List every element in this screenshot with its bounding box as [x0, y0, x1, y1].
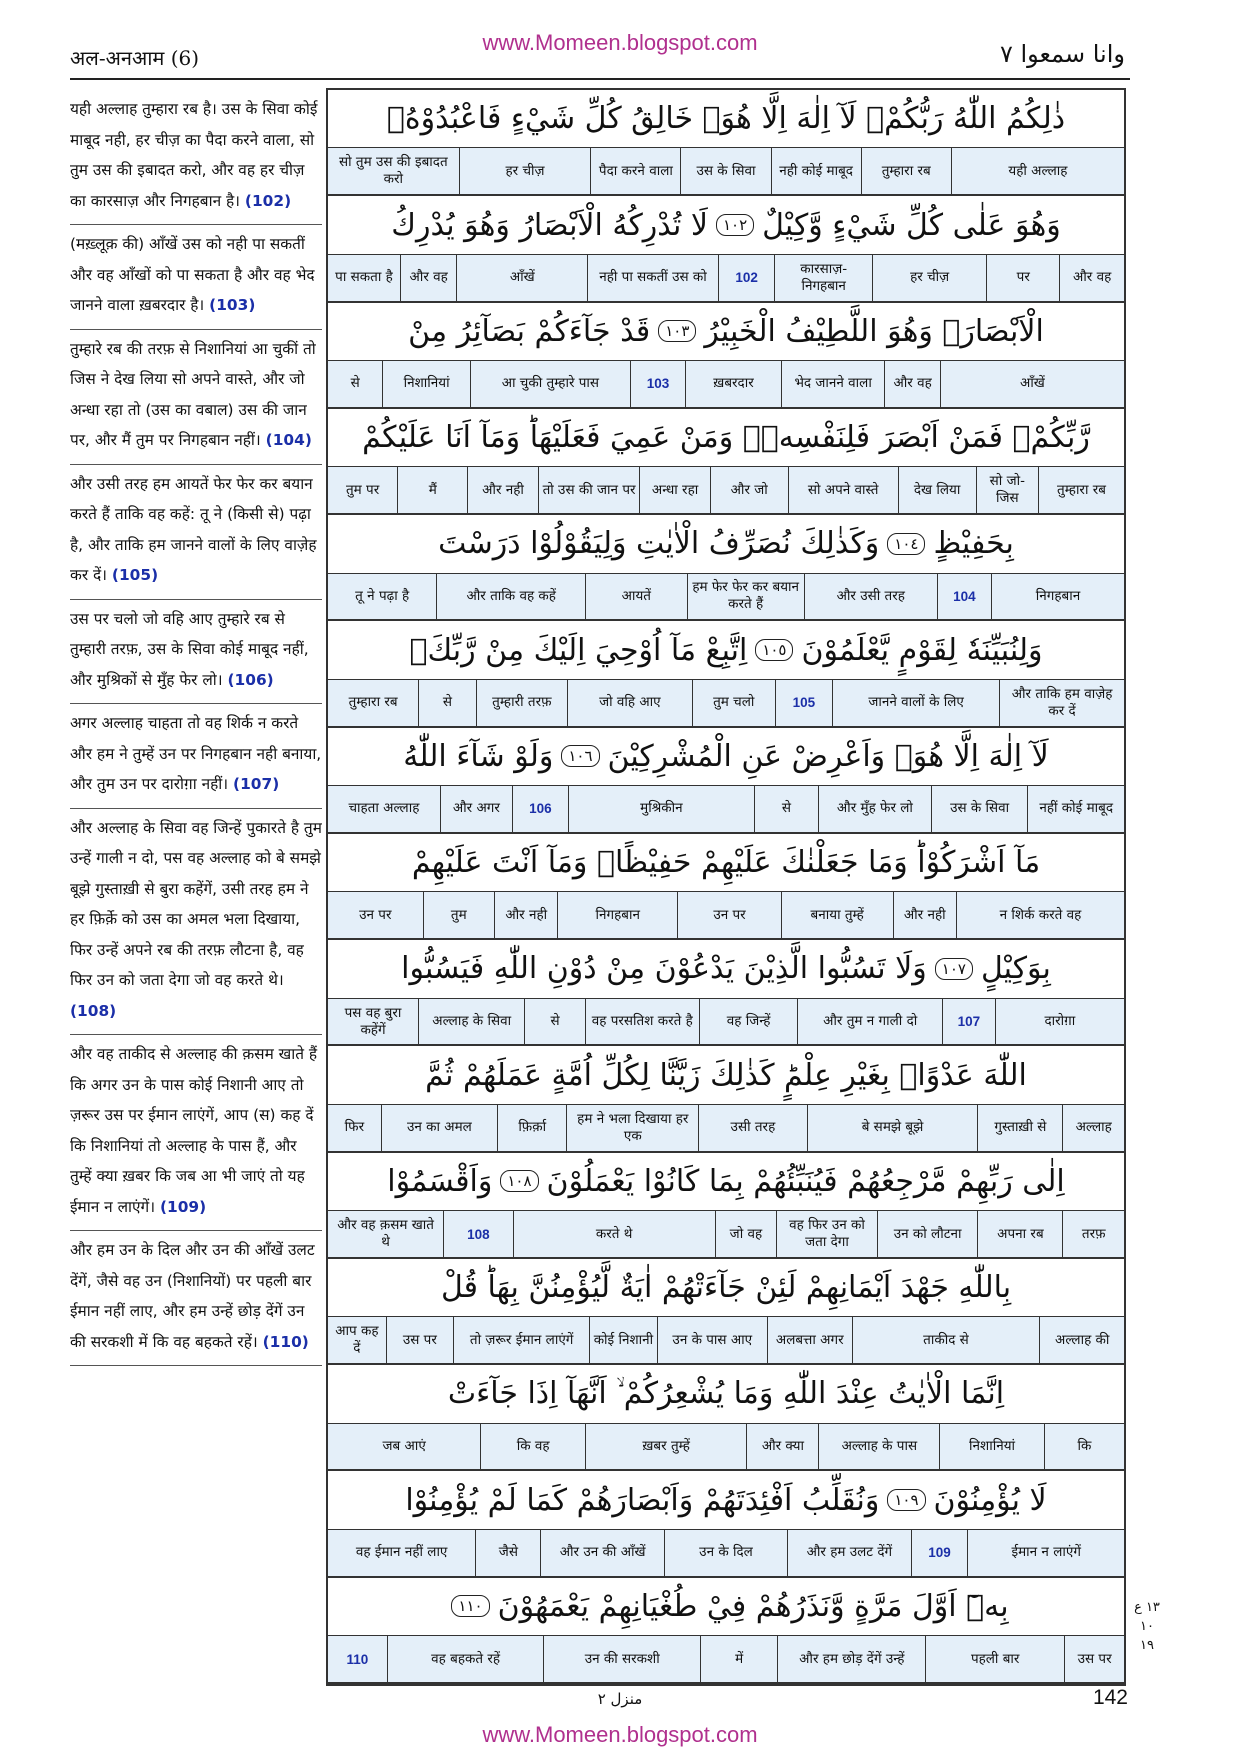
ayah-marker: ١٠٦	[561, 745, 599, 767]
translation-paragraph	[70, 90, 322, 225]
gloss-cell: तुम पर	[345, 481, 380, 498]
gloss-cell: आँखें	[456, 255, 587, 301]
hindi-gloss-row	[328, 892, 1124, 940]
surah-title: अल-अनआम (6)	[70, 46, 200, 70]
verse-number: (102)	[244, 191, 292, 210]
arabic-verse-row	[328, 409, 1124, 467]
gloss-cell: और क्या	[746, 1424, 818, 1470]
gloss-cell: अन्धा रहा	[639, 467, 709, 513]
manzil-label: منزل ٢	[597, 1690, 643, 1708]
ruku-marker: ١٣ ع ١٠ ١٩	[1134, 1600, 1160, 1653]
arabic-text: الْاَبْصَارَۚ وَهُوَ اللَّطِيْفُ الْخَبِيْرُ	[704, 313, 1044, 349]
gloss-cell: निशानियां	[939, 1424, 1044, 1470]
arabic-text: وَهُوَ عَلٰى كُلِّ شَيْءٍ وَّكِيْلٌ	[762, 207, 1061, 243]
verse-number: (105)	[111, 566, 159, 584]
gloss-cell: जो वह	[715, 1211, 777, 1257]
gloss-cell: तू ने पढ़ा है	[355, 587, 410, 604]
gloss-cell: और तुम न गाली दो	[797, 999, 942, 1045]
gloss-cell: सो तुम उस की इबादत करो	[339, 154, 448, 188]
verse-number: (108)	[70, 1001, 117, 1020]
ayah-marker: ١٠٤	[887, 533, 925, 555]
arabic-text: بِهٖٓ اَوَّلَ مَرَّةٍ وَّنَذَرُهُمْ فِيْ طُغْيَانِهِمْ يَعْمَهُوْنَ	[497, 1588, 1009, 1624]
gloss-cell: वह बहकते रहें	[387, 1636, 544, 1682]
gloss-cell: और उन की आँखें	[540, 1530, 663, 1576]
verse-number: (107)	[233, 775, 280, 793]
hindi-gloss-row	[328, 255, 1124, 303]
gloss-cell: उन को लौटना	[877, 1211, 978, 1257]
arabic-text: وَنُقَلِّبُ اَفْئِدَتَهُمْ وَاَبْصَارَهُمْ كَمَا لَمْ يُؤْمِنُوْا	[405, 1482, 880, 1518]
gloss-cell: जैसे	[475, 1530, 540, 1576]
hindi-gloss-row	[328, 467, 1124, 515]
gloss-cell: उस पर	[1064, 1636, 1124, 1682]
gloss-cell: और हम छोड़ देंगें उन्हें	[777, 1636, 925, 1682]
arabic-text: ذٰلِكُمُ اللّٰهُ رَبُّكُمْۚ لَآ اِلٰهَ اِلَّا هُوَۚ خَالِقُ كُلِّ شَيْءٍ فَاعْبُدُوْهُۚ	[386, 101, 1066, 137]
gloss-cell: निगहबान	[557, 892, 677, 938]
arabic-verse-row	[328, 1578, 1124, 1636]
gloss-cell: और नही	[467, 467, 537, 513]
arabic-verse-row	[328, 728, 1124, 786]
verse-number-cell: 105	[775, 680, 833, 726]
gloss-cell: अल्लाह	[1062, 1105, 1124, 1151]
gloss-cell: से	[754, 786, 818, 832]
translation-text: और वह ताकीद से अल्लाह की क़सम खाते हैं कि अगर उन के पास कोई निशानी आए तो ज़रूर उस पर ईमान लाएंगें, आप (स) कह दें कि निशानियां तो अल्लाह के पास हैं, और तुम्हें क्या ख़बर कि जब आ भी जाएं तो यह ईमान न लाएंगें।	[70, 1045, 318, 1216]
gloss-cell: वह फिर उन को जता देगा	[776, 1211, 877, 1257]
gloss-cell: उन का अमल	[381, 1105, 497, 1151]
word-by-word-grid	[326, 88, 1126, 1686]
gloss-cell: दारोग़ा	[995, 999, 1124, 1045]
ayah-marker: ١٠٢	[716, 214, 754, 236]
gloss-cell: से	[350, 375, 360, 392]
arabic-text: اِنَّمَا الْاٰيٰتُ عِنْدَ اللّٰهِ وَمَا يُشْعِرُكُمْ ۙ اَنَّهَآ اِذَا جَآءَتْ	[447, 1376, 1005, 1412]
gloss-cell: सो जो-जिस	[976, 467, 1038, 513]
gloss-cell: निशानियां	[382, 361, 470, 407]
hindi-gloss-row	[328, 1317, 1124, 1365]
arabic-text: اللّٰهَ عَدْوًاۢ بِغَيْرِ عِلْمٍؕ كَذٰلِكَ زَيَّنَّا لِكُلِّ اُمَّةٍ عَمَلَهُمْ ثُمَّ	[425, 1057, 1027, 1093]
page-number: 142	[1092, 1686, 1128, 1709]
gloss-cell: आयतें	[585, 574, 686, 620]
gloss-cell: और वह	[884, 361, 939, 407]
verse-number: (110)	[262, 1332, 309, 1351]
arabic-text: رَّبِّكُمْۚ فَمَنْ اَبْصَرَ فَلِنَفْسِهٖۚ وَمَنْ عَمِيَ فَعَلَيْهَاؕ وَمَآ اَنَا عَلَيْكُمْ	[362, 420, 1090, 456]
hindi-gloss-row	[328, 574, 1124, 622]
verse-number-cell: 104	[937, 574, 991, 620]
gloss-cell: नही कोई माबूद	[771, 148, 861, 194]
gloss-cell: और ताकि हम वाज़ेह कर दें	[999, 680, 1124, 726]
gloss-cell: पस वह बुरा कहेंगें	[344, 1004, 402, 1038]
gloss-cell: उन की सरकशी	[543, 1636, 700, 1682]
gloss-cell: ईमान न लाएंगें	[967, 1530, 1124, 1576]
header-divider	[70, 78, 1130, 80]
gloss-cell: यही अल्लाह	[951, 148, 1124, 194]
gloss-cell: और ताकि वह कहें	[436, 574, 585, 620]
translation-paragraph	[70, 465, 322, 600]
arabic-text: وَاَقْسَمُوْا	[387, 1163, 493, 1199]
gloss-cell: कोई निशानी	[589, 1317, 656, 1363]
arabic-text: لَا تُدْرِكُهُ الْاَبْصَارُ وَهُوَ يُدْرِكُ	[391, 207, 708, 243]
gloss-cell: और अगर	[440, 786, 512, 832]
verse-number-cell: 108	[443, 1211, 512, 1257]
arabic-text: اِلٰى رَبِّهِمْ مَّرْجِعُهُمْ فَيُنَبِّئُهُمْ بِمَا كَانُوْا يَعْمَلُوْنَ	[546, 1163, 1065, 1199]
arabic-verse-row	[328, 1365, 1124, 1423]
gloss-cell: पा सकता है	[335, 269, 393, 286]
arabic-verse-row	[328, 515, 1124, 573]
ayah-marker: ١٠٩	[887, 1489, 925, 1511]
gloss-cell: नही पा सकतीं उस को	[587, 255, 718, 301]
hindi-gloss-row	[328, 1424, 1124, 1472]
hindi-gloss-row	[328, 1211, 1124, 1259]
gloss-cell: तुम्हारा रब	[1038, 467, 1124, 513]
hindi-gloss-row	[328, 786, 1124, 834]
arabic-text: بِوَكِيْلٍ	[980, 951, 1051, 987]
gloss-cell: बनाया तुम्हें	[781, 892, 893, 938]
ayah-marker: ١٠٨	[500, 1170, 538, 1192]
verse-number-cell: 106	[512, 786, 568, 832]
gloss-cell: सो अपने वास्ते	[788, 467, 898, 513]
arabic-text: لَا يُؤْمِنُوْنَ	[933, 1482, 1047, 1518]
gloss-cell: और उसी तरह	[804, 574, 937, 620]
hindi-gloss-row	[328, 680, 1124, 728]
gloss-cell: जो वहि आए	[567, 680, 692, 726]
gloss-cell: तो उस की जान पर	[538, 467, 640, 513]
gloss-cell: फिर	[344, 1119, 365, 1136]
gloss-cell: और वह	[400, 255, 456, 301]
arabic-text: قَدْ جَآءَكُمْ بَصَآئِرُ مِنْ	[408, 313, 651, 349]
gloss-cell: और हम उलट देंगें	[787, 1530, 910, 1576]
verse-number: (104)	[265, 431, 312, 449]
gloss-cell: और मुँह फेर लो	[818, 786, 931, 832]
hindi-gloss-row	[328, 1636, 1124, 1684]
translation-text: और अल्लाह के सिवा वह जिन्हें पुकारते है तुम उन्हें गाली न दो, पस वह अल्लाह को बे समझे बूझे गुस्ताख़ी से बुरा कहेंगें, उसी तरह हम ने हर फ़िर्क़े को उस का अमल भला दिखाया, फिर उन्हें अपने रब की तरफ़ लौटना है, वह फिर उन को जता देगा जो वह करते थे।	[70, 818, 322, 989]
arabic-text: مَآ اَشْرَكُوْاؕ وَمَا جَعَلْنٰكَ عَلَيْهِمْ حَفِيْظًاۚ وَمَآ اَنْتَ عَلَيْهِمْ	[411, 845, 1041, 881]
gloss-cell: भेद जानने वाला	[781, 361, 885, 407]
gloss-cell: निगहबान	[991, 574, 1124, 620]
verse-number: (103)	[209, 296, 256, 314]
gloss-cell: से	[524, 999, 584, 1045]
gloss-cell: उन पर	[677, 892, 781, 938]
translation-text: और उसी तरह हम आयतें फेर फेर कर बयान करते हैं ताकि वह कहें: तू ने (किसी से) पढ़ा है, और ताकि हम जानने वालों के लिए वाज़ेह कर दें।	[70, 474, 317, 584]
gloss-cell: और नही	[494, 892, 557, 938]
ayah-marker: ١١٠	[451, 1595, 489, 1617]
translation-text: (मख़्लूक़ की) आँखें उस को नही पा सकतीं और वह आँखों को पा सकता है और वह भेद जानने वाला ख़बरदार है।	[70, 235, 315, 314]
arabic-text: وَلَا تَسُبُّوا الَّذِيْنَ يَدْعُوْنَ مِنْ دُوْنِ اللّٰهِ فَيَسُبُّوا	[401, 951, 927, 987]
arabic-verse-row	[328, 1046, 1124, 1104]
arabic-text: وَلَوْ شَآءَ اللّٰهُ	[403, 738, 554, 774]
translation-paragraph	[70, 1035, 322, 1231]
ayah-marker: ١٠٥	[755, 639, 793, 661]
gloss-cell: तुम	[423, 892, 494, 938]
gloss-cell: तुम चलो	[692, 680, 775, 726]
gloss-cell: न शिर्क करते वह	[956, 892, 1124, 938]
gloss-cell: पर	[986, 255, 1059, 301]
verse-number-cell: 110	[346, 1651, 369, 1667]
gloss-cell: बे समझे बूझे	[807, 1105, 978, 1151]
hindi-gloss-row	[328, 999, 1124, 1047]
arabic-text: اِتَّبِعْ مَآ اُوْحِيَ اِلَيْكَ مِنْ رَّبِّكَۚ	[409, 632, 748, 668]
hindi-gloss-row	[328, 361, 1124, 409]
gloss-cell: आप कह दें	[335, 1323, 379, 1357]
gloss-cell: मुश्रिकीन	[568, 786, 754, 832]
translation-text: तुम्हारे रब की तरफ़ से निशानियां आ चुकीं तो जिस ने देख लिया सो अपने वास्ते, और जो अन्धा रहा तो (उस का वबाल) उस की जान पर, और मैं तुम पर निगहबान नहीं।	[70, 339, 316, 449]
gloss-cell: पैदा करने वाला	[590, 148, 680, 194]
translation-paragraph	[70, 600, 322, 705]
site-url-bottom[interactable]: www.Momeen.blogspot.com	[482, 1722, 758, 1747]
gloss-cell: उस पर	[386, 1317, 453, 1363]
gloss-cell: ख़बरदार	[685, 361, 781, 407]
gloss-cell: वह ईमान नहीं लाए	[355, 1544, 448, 1561]
arabic-verse-row	[328, 834, 1124, 892]
ayah-marker: ١٠٣	[658, 320, 696, 342]
arabic-text: بِاللّٰهِ جَهْدَ اَيْمَانِهِمْ لَئِنْ جَآءَتْهُمْ اٰيَةٌ لَّيُؤْمِنُنَّ بِهَاؕ قُلْ	[440, 1270, 1012, 1306]
arabic-verse-row	[328, 940, 1124, 998]
gloss-cell: देख लिया	[898, 467, 976, 513]
hindi-gloss-row	[328, 148, 1124, 196]
gloss-cell: जानने वालों के लिए	[832, 680, 999, 726]
arabic-verse-row	[328, 90, 1124, 148]
verse-number: (109)	[159, 1197, 207, 1216]
gloss-cell: आँखें	[940, 361, 1124, 407]
gloss-cell: ख़बर तुम्हें	[585, 1424, 746, 1470]
gloss-cell: तुम्हारा रब	[861, 148, 951, 194]
gloss-cell: आ चुकी तुम्हारे पास	[470, 361, 630, 407]
arabic-verse-row	[328, 621, 1124, 679]
gloss-cell: से	[418, 680, 476, 726]
gloss-cell: अपना रब	[977, 1211, 1062, 1257]
gloss-cell: फ़िर्क़ा	[497, 1105, 566, 1151]
gloss-cell: और वह	[1059, 255, 1124, 301]
gloss-cell: उन के पास आए	[657, 1317, 767, 1363]
gloss-cell: वह परसतिश करते है	[585, 999, 699, 1045]
arabic-text: بِحَفِيْظٍ	[933, 526, 1014, 562]
gloss-cell: कारसाज़-निगहबान	[774, 255, 872, 301]
gloss-cell: करते थे	[513, 1211, 715, 1257]
gloss-cell: उस के सिवा	[931, 786, 1028, 832]
juz-title: وانا سمعوا ٧	[999, 40, 1125, 68]
gloss-cell: तुम्हारा रब	[348, 694, 398, 711]
gloss-cell: और नही	[893, 892, 956, 938]
gloss-cell: ताकीद से	[852, 1317, 1040, 1363]
gloss-cell: और वह क़सम खाते थे	[337, 1217, 434, 1251]
translation-text: और हम उन के दिल और उन की आँखें उलट देंगें, जैसे वह उन (निशानियों) पर पहली बार ईमान नहीं लाए, और हम उन्हें छोड़ देंगें उन की सरकशी में कि वह बहकते रहें।	[70, 1241, 315, 1351]
gloss-cell: कि वह	[480, 1424, 585, 1470]
translation-column	[70, 90, 322, 1685]
verse-number-cell: 102	[718, 255, 774, 301]
gloss-cell: अल्लाह के पास	[818, 1424, 939, 1470]
arabic-verse-row	[328, 1471, 1124, 1529]
gloss-cell: तो ज़रूर ईमान लाएंगें	[453, 1317, 589, 1363]
gloss-cell: हर चीज़	[459, 148, 591, 194]
gloss-cell: और जो	[710, 467, 788, 513]
arabic-verse-row	[328, 1259, 1124, 1317]
gloss-cell: में	[700, 1636, 777, 1682]
translation-paragraph	[70, 330, 322, 465]
verse-number-cell: 109	[911, 1530, 968, 1576]
gloss-cell: उन के दिल	[664, 1530, 787, 1576]
gloss-cell: पहली बार	[925, 1636, 1064, 1682]
gloss-cell: जब आएं	[382, 1438, 426, 1455]
translation-paragraph	[70, 809, 322, 1036]
gloss-cell: कि	[1044, 1424, 1124, 1470]
translation-paragraph	[70, 225, 322, 330]
gloss-cell: हर चीज़	[872, 255, 986, 301]
gloss-cell: अल्लाह की	[1039, 1317, 1124, 1363]
gloss-cell: तुम्हारी तरफ़	[476, 680, 567, 726]
gloss-cell: उन पर	[359, 906, 392, 923]
verse-number: (106)	[227, 670, 274, 689]
translation-paragraph	[70, 1231, 322, 1366]
gloss-cell: हम ने भला दिखाया हर एक	[566, 1105, 698, 1151]
translation-paragraph	[70, 704, 322, 809]
arabic-verse-row	[328, 303, 1124, 361]
gloss-cell: उसी तरह	[698, 1105, 806, 1151]
arabic-verse-row	[328, 1153, 1124, 1211]
gloss-cell: वह जिन्हें	[699, 999, 798, 1045]
gloss-cell: तरफ़	[1062, 1211, 1124, 1257]
hindi-gloss-row	[328, 1530, 1124, 1578]
verse-number-cell: 107	[942, 999, 995, 1045]
translation-text: यही अल्लाह तुम्हारा रब है। उस के सिवा कोई माबूद नही, हर चीज़ का पैदा करने वाला, सो तुम उस की इबादत करो, और वह हर चीज़ का कारसाज़ और निगहबान है।	[70, 100, 318, 210]
gloss-cell: अल्लाह के सिवा	[418, 999, 524, 1045]
gloss-cell: गुस्ताख़ी से	[977, 1105, 1062, 1151]
arabic-text: وَكَذٰلِكَ نُصَرِّفُ الْاٰيٰتِ وَلِيَقُوْلُوْا دَرَسْتَ	[438, 526, 880, 562]
gloss-cell: नहीं कोई माबूद	[1027, 786, 1124, 832]
gloss-cell: मैं	[397, 467, 467, 513]
arabic-verse-row	[328, 196, 1124, 254]
gloss-cell: हम फेर फेर कर बयान करते हैं	[687, 574, 804, 620]
gloss-cell: अलबत्ता अगर	[767, 1317, 852, 1363]
site-url-top[interactable]: www.Momeen.blogspot.com	[482, 30, 758, 55]
gloss-cell: चाहता अल्लाह	[348, 800, 420, 817]
arabic-text: لَآ اِلٰهَ اِلَّا هُوَۚ وَاَعْرِضْ عَنِ الْمُشْرِكِيْنَ	[607, 738, 1049, 774]
translation-text: अगर अल्लाह चाहता तो वह शिर्क न करते और हम ने तुम्हें उन पर निगहबान नही बनाया, और तुम उन पर दारोग़ा नहीं।	[70, 714, 322, 793]
gloss-cell: उस के सिवा	[680, 148, 770, 194]
ayah-marker: ١٠٧	[935, 958, 973, 980]
hindi-gloss-row	[328, 1105, 1124, 1153]
verse-number-cell: 103	[630, 361, 685, 407]
arabic-text: وَلِنُبَيِّنَهٗ لِقَوْمٍ يَّعْلَمُوْنَ	[801, 632, 1043, 668]
translation-text: उस पर चलो जो वहि आए तुम्हारे रब से तुम्हारी तरफ़, उस के सिवा कोई माबूद नहीं, और मुश्रिकों से मुँह फेर लो।	[70, 609, 309, 689]
